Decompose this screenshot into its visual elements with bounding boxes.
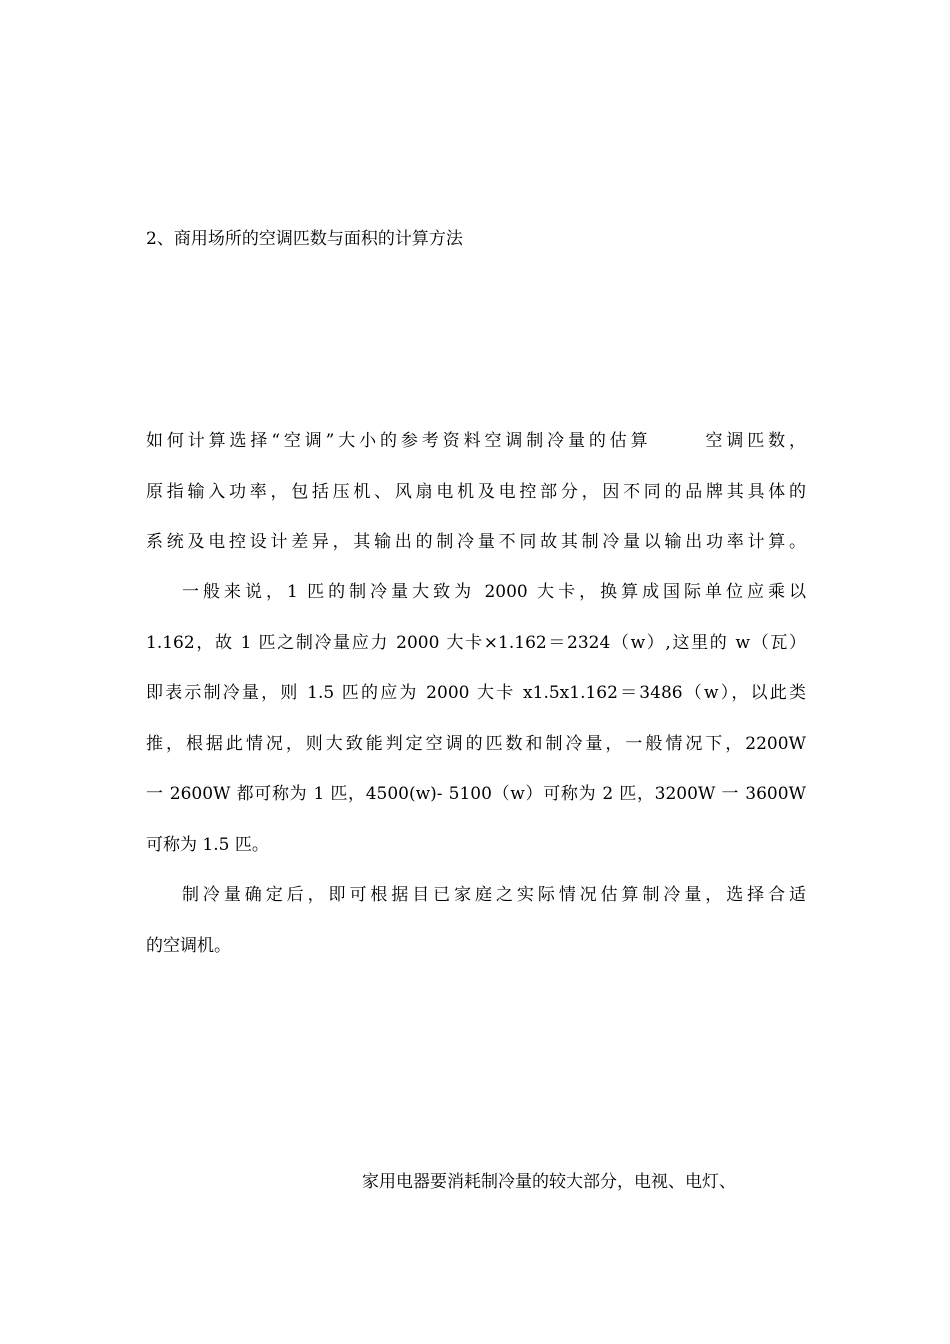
paragraph-calculation — [146, 567, 806, 870]
paragraph-line — [146, 416, 806, 467]
intro-text-b: 空调匹数， — [701, 431, 806, 451]
paragraph-line: 的空调机。 — [146, 935, 231, 956]
paragraph-conclusion — [146, 870, 806, 971]
paragraph-intro — [146, 416, 806, 568]
paragraph-line: 一 2600W 都可称为 1 匹，4500(w)- 5100（w）可称为 2 匹，3200W 一 3600W — [146, 784, 806, 804]
intro-text-a: 如何计算选择“空调”大小的参考资料空调制冷量的估算 — [146, 431, 652, 451]
paragraph-line: 即表示制冷量，则 1.5 匹的应为 2000 大卡 x1.5x1.162＝3486（w），以此类 — [146, 683, 806, 703]
paragraph-line: 可称为 1.5 匹。 — [146, 834, 269, 855]
paragraph-line: 原指输入功率，包括压机、风扇电机及电控部分，因不同的品牌其具体的 — [146, 481, 806, 502]
paragraph-line: 一般来说，1 匹的制冷量大致为 2000 大卡，换算成国际单位应乘以 — [182, 582, 806, 602]
paragraph-line: 系统及电控设计差异，其输出的制冷量不同故其制冷量以输出功率计算。 — [146, 532, 806, 552]
paragraph-line: 制冷量确定后，即可根据目已家庭之实际情况估算制冷量，选择合适 — [182, 885, 806, 905]
paragraph-line: 1.162，故 1 匹之制冷量应力 2000 大卡×1.162＝2324（w）,这里的 w（瓦） — [146, 632, 806, 653]
section-heading: 2、商用场所的空调匹数与面积的计算方法 — [146, 229, 463, 249]
trailing-text: 家用电器要消耗制冷量的较大部分，电视、电灯、 — [362, 1172, 736, 1192]
paragraph-line: 推，根据此情况，则大致能判定空调的匹数和制冷量，一般情况下，2200W — [146, 733, 806, 754]
